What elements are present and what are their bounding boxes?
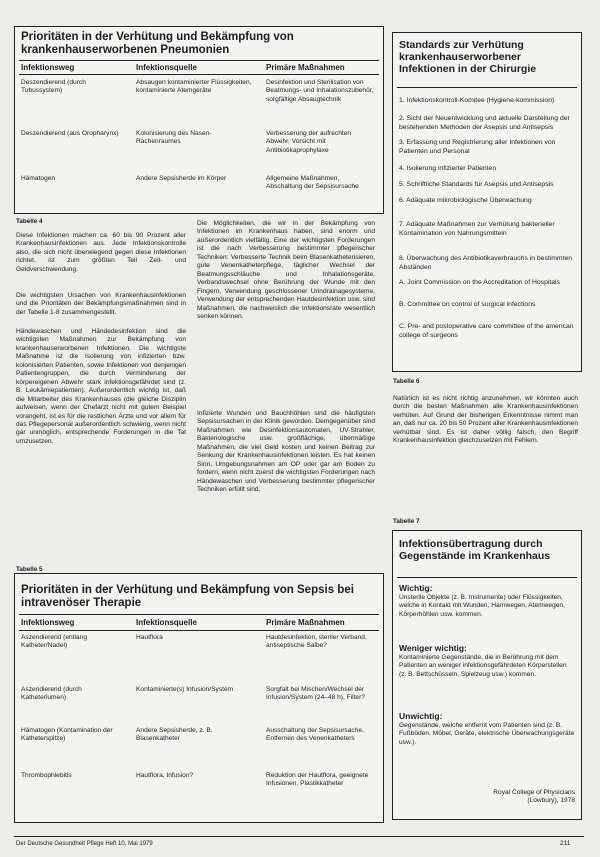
- footer-rule: [14, 836, 584, 837]
- body-col1-p3: Händewaschen und Händedesinfektion sind die wichtigsten Maßnahmen zur Bekämpfung von krankenhauserworbenen Infektionen. Die wichtigste Maßnahme ist die Isolierung von infizierten bzw. kolonisierten Patienten, sowie Infektionen von denjenigen Patientengruppen, die durch Verminderung der körpereigenen Abwehr stark infektionsgefährdet sind (z. B. Leukämiepatienten). Außerordentlich wichtig ist, daß die Mitarbeiter des Krankenhauses (die gleiche Disziplin aufweisen, wenn der Chefarzt nicht mit gutem Beispiel vorangeht, ist es für die restlichen Ärzte und vor allem für das Pflegepersonal außerordentlich schwierig, wenn nicht gar unmöglich, entsprechende Forderungen in die Tat umzusetzen.: [16, 328, 186, 445]
- table-4-header-3: Primäre Maßnahmen: [266, 63, 345, 72]
- table-6-item: C. Pre- and postoperative care committee of the american college of surgeons: [399, 323, 574, 339]
- table-7-s2-text: Kontaminierte Gegenstände, die in Berührung mit dem Patienten an weniger infektionsgefährdeten Körperstellen (z. B. Bettschüsseln, Spielzeug usw.) kommen.: [399, 654, 567, 678]
- table-5-r3-c1: Hämatogen (Kontamination der Katheterspitze): [21, 727, 113, 743]
- table-7-s3-text: Gegenstände, welche entfernt vom Patienten sind (z. B. Fußböden, Möbel, Geräte, elektrische Überwachungsgeräte usw.).: [399, 722, 575, 746]
- table-5-r1-c3: Hautdesinfektion, steriler Verband, antiseptische Salbe?: [266, 634, 367, 650]
- table-5-title-rule: [19, 614, 379, 615]
- table-6-item: 6. Adäquate mikrobiologische Überwachung: [399, 197, 532, 204]
- table-4-r3-c3: Allgemeine Maßnahmen, Abschaltung der Sepsisursache: [266, 175, 359, 191]
- body-col3-p1: Natürlich ist es nicht richtig anzunehmen, wir könnten auch durch die besten Maßnahmen alle Krankenhausinfektionen verhüten. Auf Grund der bisherigen Erkenntnisse nimmt man an, daß nur ca. 20 bis 50 Prozent aller Krankenhausinfektionen verhütbar sind. Es ist daher völlig falsch, den Begriff Krankenhausinfektion gleichzusetzen mit Fehlern.: [393, 395, 578, 445]
- table-6-title-rule: [397, 87, 577, 88]
- body-col1-p1: Diese Infektionen machen ca. 60 bis 90 Prozent aller Krankenhausinfektionen aus. Jede Infektionskontrolle also, die sich nicht überwiegend gegen diese Infektionen richtet, ist zum größten Teil Zeit- und Geldverschwendung.: [16, 232, 186, 273]
- table-6-caption: Tabelle 6: [393, 378, 420, 385]
- table-4-r2-c3: Verbesserung der aufrechten Abwehr, Vorsicht mit Antibiotikaprophylaxe: [266, 130, 352, 154]
- body-col2-p1: Die Möglichkeiten, die wir in der Bekämpfung von Infektionen im Krankenhaus haben, sind enorm und außerordentlich vielfältig. Eine der wichtigsten Forderungen ist die nach Verbesserung bestimmter pflegerischer Techniken: Verbesserte Technik beim Blasenkatheterisieren, gute Venenkatheterpflege, täglicher Wechsel der Beatmungsschläuche und Inhalationsgeräte, Verbandswechsel ohne Berührung der Wunde mit den Fingern, Verwendung geschlossener Urindrainagesysteme, Verwendung der entsprechenden Hautdesinfektion usw. sind Maßnahmen, die nachweislich die Infektionsrate wesentlich senken können.: [197, 220, 375, 320]
- table-6-item: 7. Adäquate Maßnahmen zur Verhütung bakterieller Kontamination von Nahrungsmitteln: [399, 221, 555, 237]
- table-7-s1-text: Unsterile Objekte (z. B. Instrumente) oder Flüssigkeiten, welche in Kontakt mit Wunden, Harnwegen, Atemwegen, Körperhöhlen usw. kommen.: [399, 594, 565, 618]
- table-6-box: [392, 32, 582, 372]
- table-6-item: 1. Infektionskontroll-Komitee (Hygiene-kommission): [399, 97, 555, 104]
- table-5-header-2: Infektionsquelle: [136, 618, 197, 627]
- table-6-item: 5. Schriftliche Standards für Asepsis und Antisepsis: [399, 181, 554, 188]
- table-7-s2-heading: Weniger wichtig:: [399, 643, 467, 653]
- table-4-header-1: Infektionsweg: [21, 63, 75, 72]
- table-5-r4-c1: Thrombophlebitis: [21, 772, 72, 779]
- table-4-caption: Tabelle 4: [16, 218, 43, 225]
- table-5-title: Prioritäten in der Verhütung und Bekämpfung von Sepsis bei intravenöser Therapie: [21, 584, 354, 609]
- table-6-item: 3. Erfassung und Registrierung aller Infektionen von Patienten und Personal: [399, 139, 556, 155]
- table-4-r2-c1: Deszendierend (aus Oropharynx): [21, 130, 119, 137]
- table-5-header-rule: [19, 630, 379, 631]
- table-5-box: [14, 573, 384, 823]
- table-4-r2-c2: Kolonisierung des Nasen-Rachenraumes: [136, 130, 212, 146]
- table-4-header-rule: [19, 74, 379, 75]
- table-6-item: 8. Überwachung des Antibiotikaverbrauchs in bestimmten Abständen: [399, 255, 573, 271]
- table-5-r2-c3: Sorgfalt bei Mischen/Wechsel der Infusion/System (24–48 h), Filter?: [266, 686, 365, 702]
- table-4-box: [14, 26, 384, 214]
- table-5-r1-c2: Hautflora: [136, 634, 163, 641]
- table-7-title-rule: [397, 577, 577, 578]
- table-4-r3-c1: Hämatogen: [21, 175, 56, 182]
- table-6-item: B. Committee on control of surgical infections: [399, 301, 536, 308]
- table-5-r3-c3: Ausschaltung der Sepsisursache, Entfernen des Venenkatheters: [266, 727, 364, 743]
- table-4-r1-c3: Desinfektion und Sterilisation von Beatmungs- und Inhalationszubehör, sorgfältige Absaugtechnik: [266, 79, 374, 103]
- footer-right: 211: [560, 840, 571, 847]
- table-6-item: 2. Sicht der Neuentwicklung und aktuelle Darstellung der bestehenden Methoden der Asepsis und Antisepsis: [399, 115, 570, 131]
- table-7-source: Royal College of Physicians (Lowbury), 1978: [493, 789, 575, 805]
- table-5-header-1: Infektionsweg: [21, 618, 75, 627]
- table-6-item: 4. Isolierung infizierter Patienten: [399, 165, 497, 172]
- body-col1-p2: Die wichtigsten Ursachen von Krankenhausinfektionen und die Prioritäten der Bekämpfungsmaßnahmen sind in der Tabelle 1-8 zusammengestellt.: [16, 292, 186, 316]
- table-5-r4-c3: Reduktion der Hautflora, geeignete Infusionen, Plastikkatheter: [266, 772, 369, 788]
- table-6-item: A. Joint Commission on the Accreditation of Hospitals: [399, 279, 560, 286]
- table-5-caption: Tabelle 5: [16, 566, 43, 573]
- table-4-title: Prioritäten in der Verhütung und Bekämpfung von krankenhauserworbenen Pneumonien: [21, 31, 294, 56]
- table-7-title: Infektionsübertragung durch Gegenstände im Krankenhaus: [399, 538, 551, 562]
- table-5-r3-c2: Andere Sepsisherde, z. B. Blasenkatheter: [136, 727, 213, 743]
- table-5-r2-c1: Aszendierend (durch Katheterlumen): [21, 686, 82, 702]
- table-5-r2-c2: Kontaminierte(s) Infusion/System: [136, 686, 234, 693]
- table-4-header-2: Infektionsquelle: [136, 63, 197, 72]
- table-7-s1-heading: Wichtig:: [399, 583, 433, 593]
- table-6-title: Standards zur Verhütung krankenhauserworbener Infektionen in der Chirurgie: [399, 39, 537, 75]
- table-5-header-3: Primäre Maßnahmen: [266, 618, 345, 627]
- footer-left: Der Deutsche Gesundheit Pflege Heft 10, Mai 1979: [16, 841, 153, 847]
- table-4-r1-c1: Deszendierend (durch Tubussystem): [21, 79, 86, 95]
- table-5-r1-c1: Aszendierend (entlang Katheter/Nadel): [21, 634, 87, 650]
- table-4-r3-c2: Andere Sepsisherde im Körper: [136, 175, 227, 182]
- table-5-r4-c2: Hautflora, Infusion?: [136, 772, 194, 779]
- body-col2-p2: Infizierte Wunden und Bauchhöhlen sind die häufigsten Sepsisursachen in der Klinik geworden. Demgegenüber sind Maßnahmen wie Desinfektionsautomaten, UV-Strahler, Bakteriologische usw. großflächige, übermäßige Maßnahmen, die viel Geld kosten und keinen Beitrag zur Senkung der Krankenhausinfektionen leisten. Es hat keinen Sinn, Umgebungsnahmen am OP oder gar am Boden zu fordern, wenn nicht zuerst die wichtigsten Forderungen nach Händewaschen und Verbesserung bestimmter pflegerischer Techniken erfüllt sind.: [197, 410, 375, 494]
- table-4-title-rule: [19, 60, 379, 61]
- table-7-caption: Tabelle 7: [393, 518, 420, 525]
- table-4-r1-c2: Absaugen kontaminierter Flüssigkeiten, kontaminierte Atemgeräte: [136, 79, 252, 95]
- table-7-box: [392, 530, 582, 820]
- table-7-s3-heading: Unwichtig:: [399, 711, 443, 721]
